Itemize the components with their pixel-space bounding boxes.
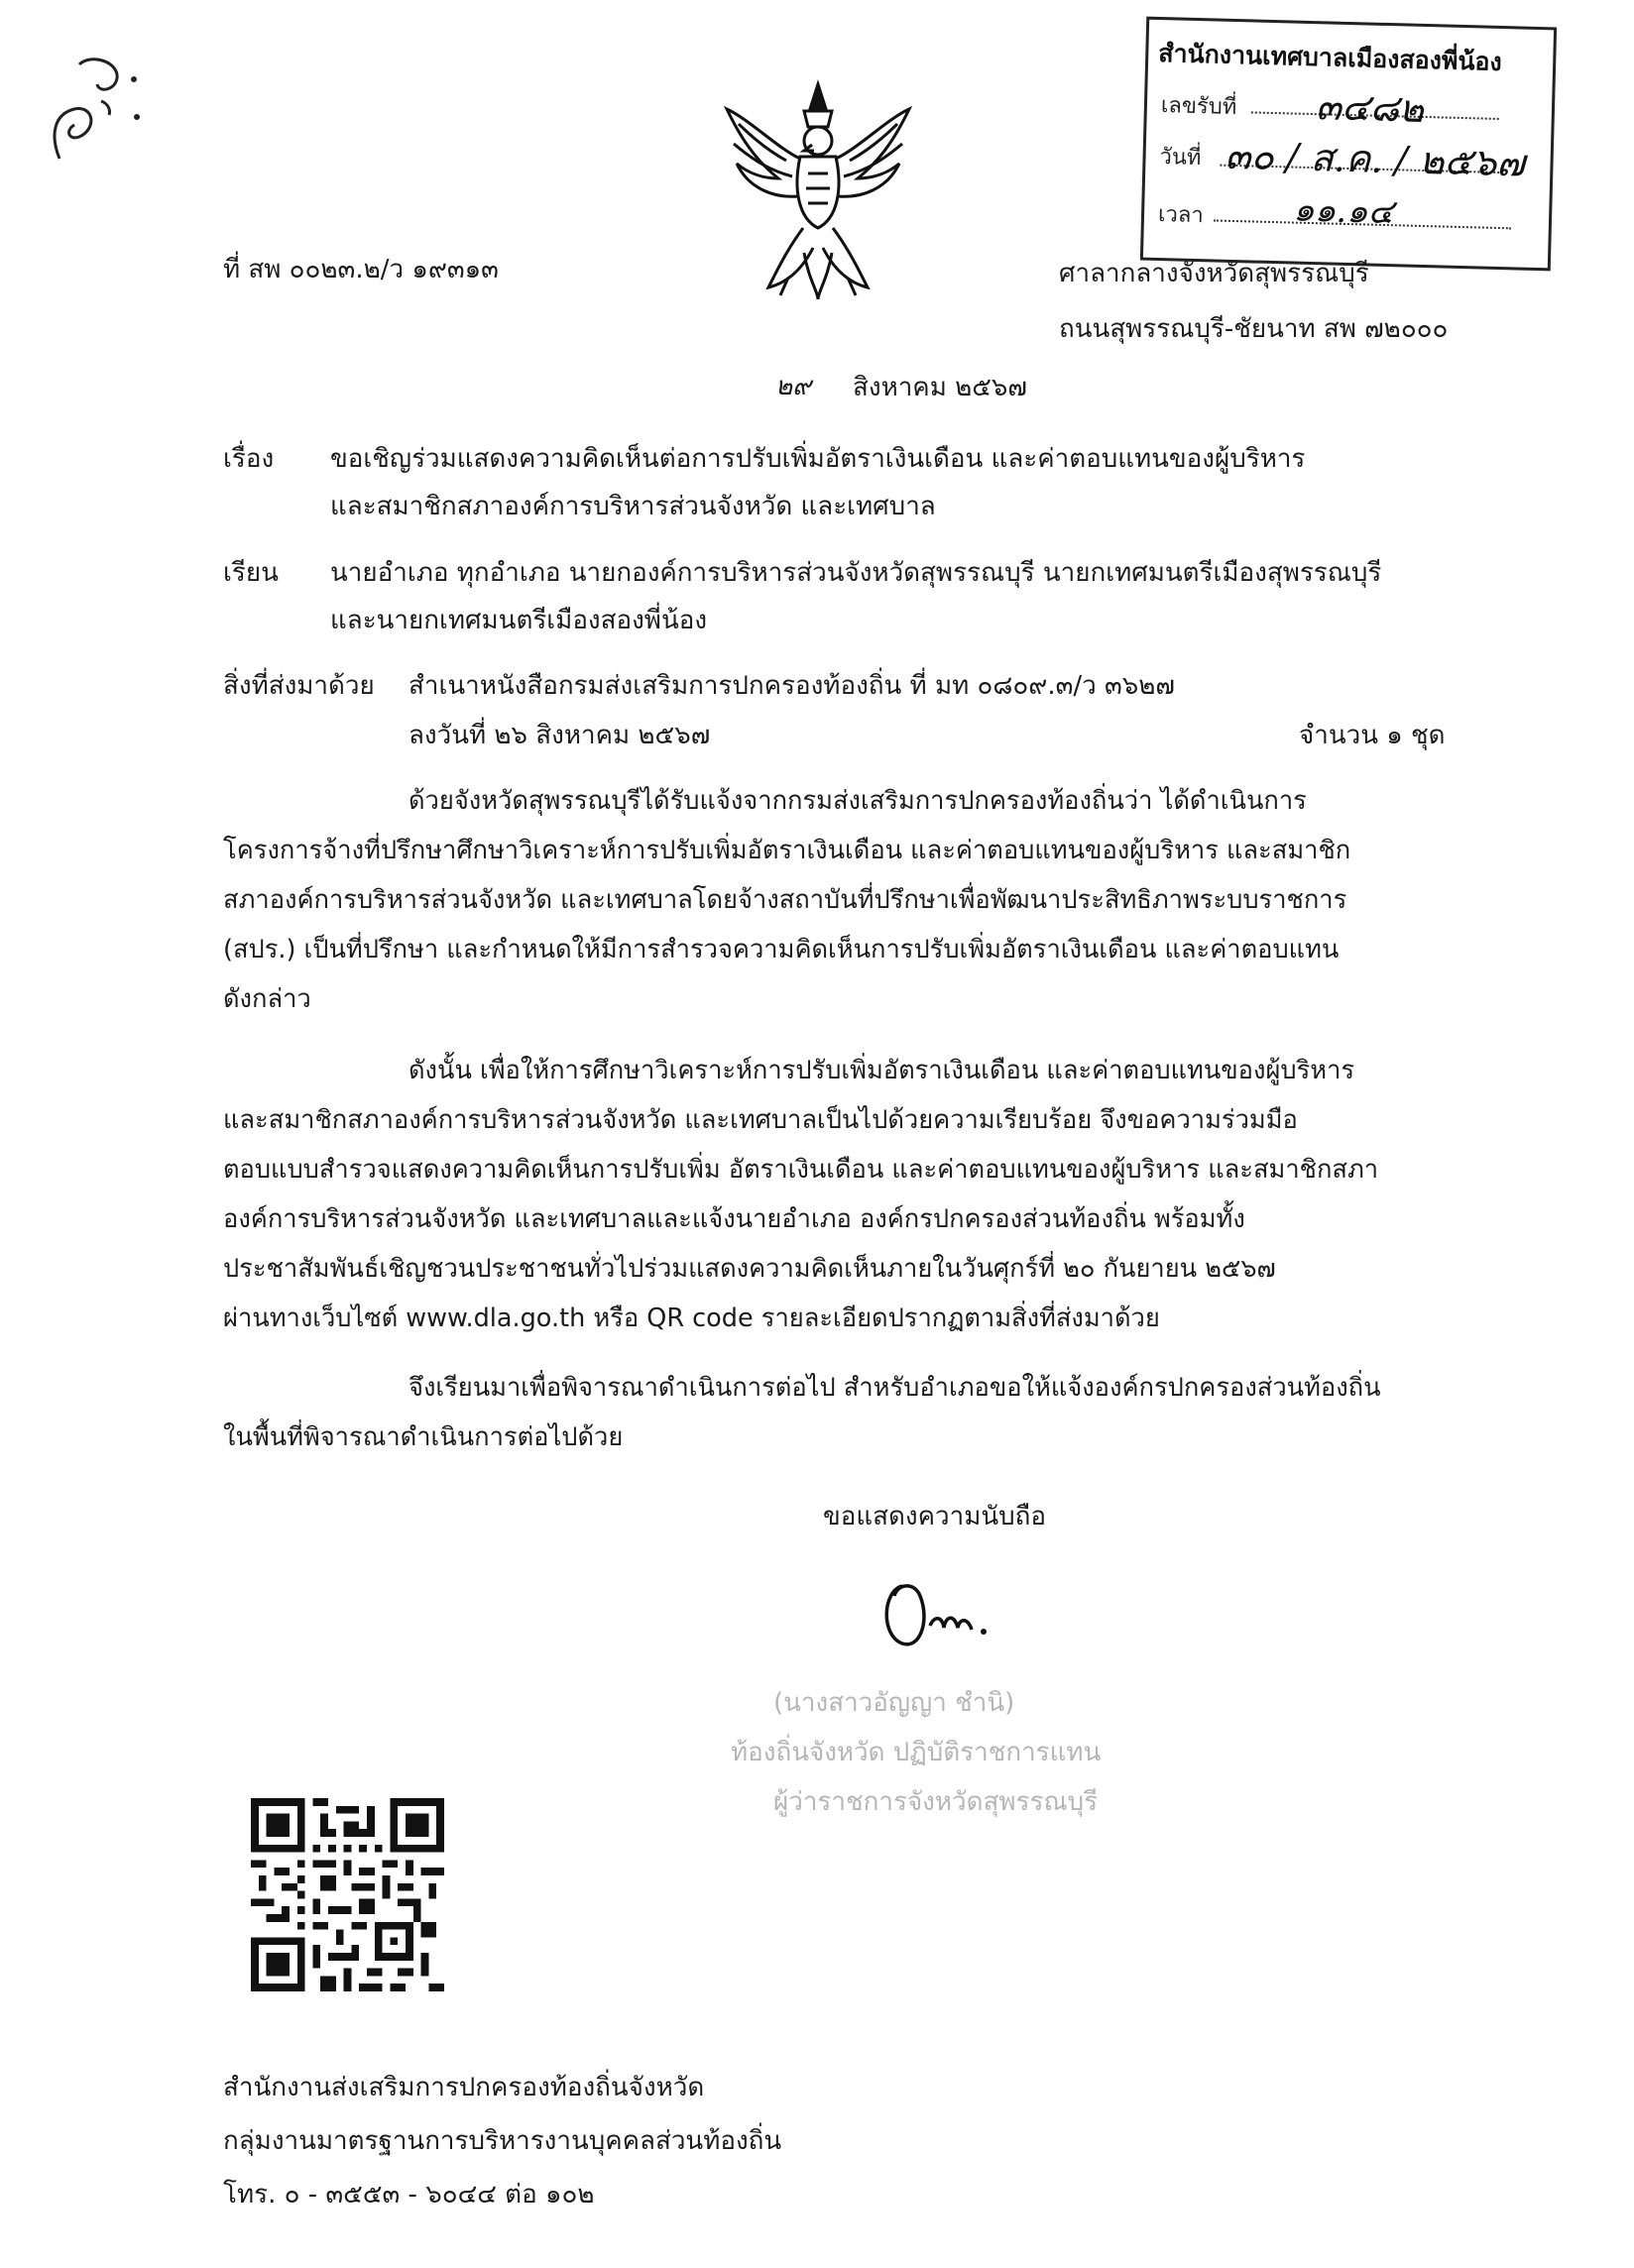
enclosure-label: สิ่งที่ส่งมาด้วย bbox=[223, 671, 375, 701]
paragraph-line: ผ่านทางเว็บไซต์ www.dla.go.th หรือ QR code รายละเอียดปรากฏตามสิ่งที่ส่งมาด้วย bbox=[223, 1304, 1160, 1333]
enclosure-line: ลงวันที่ ๒๖ สิงหาคม ๒๕๖๗ bbox=[408, 721, 711, 750]
paragraph-line: ด้วยจังหวัดสุพรรณบุรีได้รับแจ้งจากกรมส่งเสริมการปกครองท้องถิ่นว่า ได้ดำเนินการ bbox=[408, 786, 1307, 816]
signature bbox=[873, 1566, 1031, 1655]
paragraph-line: องค์การบริหารส่วนจังหวัด และเทศบาลและแจ้งนายอำเภอ องค์กรปกครองส่วนท้องถิ่น พร้อมทั้ง bbox=[223, 1204, 1245, 1234]
paragraph-line: โครงการจ้างที่ปรึกษาศึกษาวิเคราะห์การปรับเพิ่มอัตราเงินเดือน และค่าตอบแทนของผู้บริหาร และสมาชิก bbox=[223, 836, 1351, 865]
footer-office: สำนักงานส่งเสริมการปกครองท้องถิ่นจังหวัด bbox=[223, 2073, 705, 2102]
paragraph-line: ตอบแบบสำรวจแสดงความคิดเห็นการปรับเพิ่ม อัตราเงินเดือน และค่าตอบแทนของผู้บริหาร และสมาชิกสภา bbox=[223, 1155, 1379, 1185]
letter-date-day: ๒๙ bbox=[775, 372, 812, 401]
paragraph-line: ดังนั้น เพื่อให้การศึกษาวิเคราะห์การปรับเพิ่มอัตราเงินเดือน และค่าตอบแทนของผู้บริหาร bbox=[408, 1056, 1355, 1085]
stamp-receipt-no-label: เลขรับที่ bbox=[1160, 93, 1237, 121]
enclosure-count: จำนวน ๑ ชุด bbox=[1299, 721, 1446, 750]
office-address-line1: ศาลากลางจังหวัดสุพรรณบุรี bbox=[1059, 259, 1369, 288]
stamp-title: สำนักงานเทศบาลเมืองสองพี่น้อง bbox=[1157, 38, 1503, 77]
signer-name: (นางสาวอัญญา ชำนิ) bbox=[773, 1688, 1015, 1718]
garuda-emblem-icon bbox=[709, 79, 927, 302]
recipient-line: และนายกเทศมนตรีเมืองสองพี่น้อง bbox=[330, 606, 708, 635]
receipt-stamp bbox=[1140, 17, 1557, 272]
paragraph-line: ในพื้นที่พิจารณาดำเนินการต่อไปด้วย bbox=[223, 1422, 624, 1452]
paragraph-line: สภาองค์การบริหารส่วนจังหวัด และเทศบาลโดยจ้างสถาบันที่ปรึกษาเพื่อพัฒนาประสิทธิภาพระบบราชการ bbox=[223, 885, 1347, 915]
paragraph-line: ประชาสัมพันธ์เชิญชวนประชาชนทั่วไปร่วมแสดงความคิดเห็นภายในวันศุกร์ที่ ๒๐ กันยายน ๒๕๖๗ bbox=[223, 1254, 1276, 1284]
closing-salutation: ขอแสดงความนับถือ bbox=[823, 1502, 1046, 1531]
stamp-date: ๓๐ / ส.ค. / ๒๕๖๗ bbox=[1225, 133, 1526, 185]
paragraph-line: (สปร.) เป็นที่ปรึกษา และกำหนดให้มีการสำรวจความคิดเห็นการปรับเพิ่มอัตราเงินเดือน และค่าตอบแทน bbox=[223, 935, 1340, 964]
stamp-time-label: เวลา bbox=[1157, 202, 1205, 229]
footer-phone: โทร. ๐ - ๓๕๕๓ - ๖๐๔๔ ต่อ ๑๐๒ bbox=[223, 2180, 595, 2210]
subject-line: และสมาชิกสภาองค์การบริหารส่วนจังหวัด และเทศบาล bbox=[330, 492, 936, 521]
recipient-label: เรียน bbox=[223, 558, 279, 588]
subject-line: ขอเชิญร่วมแสดงความคิดเห็นต่อการปรับเพิ่มอัตราเงินเดือน และค่าตอบแทนของผู้บริหาร bbox=[330, 444, 1306, 474]
signer-position: ท้องถิ่นจังหวัด ปฏิบัติราชการแทน bbox=[731, 1738, 1102, 1767]
stamp-time: ๑๑.๑๔ bbox=[1292, 189, 1395, 233]
signer-position: ผู้ว่าราชการจังหวัดสุพรรณบุรี bbox=[773, 1787, 1099, 1817]
footer-department: กลุ่มงานมาตรฐานการบริหารงานบุคคลส่วนท้องถิ่น bbox=[223, 2126, 782, 2156]
enclosure-line: สำเนาหนังสือกรมส่งเสริมการปกครองท้องถิ่น ที่ มท ๐๘๐๙.๓/ว ๓๖๒๗ bbox=[408, 671, 1175, 701]
subject-label: เรื่อง bbox=[223, 444, 275, 474]
stamp-receipt-no: ๓๔๘๒ bbox=[1315, 84, 1425, 131]
office-address-line2: ถนนสุพรรณบุรี-ชัยนาท สพ ๗๒๐๐๐ bbox=[1059, 314, 1449, 344]
handwritten-initial-mark bbox=[20, 40, 159, 169]
qr-code[interactable] bbox=[251, 1798, 444, 1991]
paragraph-line: ดังกล่าว bbox=[223, 984, 311, 1014]
paragraph-line: จึงเรียนมาเพื่อพิจารณาดำเนินการต่อไป สำหรับอำเภอขอให้แจ้งองค์กรปกครองส่วนท้องถิ่น bbox=[408, 1373, 1381, 1403]
reference-number: ที่ สพ ๐๐๒๓.๒/ว ๑๙๓๑๓ bbox=[223, 255, 499, 284]
recipient-line: นายอำเภอ ทุกอำเภอ นายกองค์การบริหารส่วนจังหวัดสุพรรณบุรี นายกเทศมนตรีเมืองสุพรรณบุรี bbox=[330, 558, 1382, 588]
letter-date-month-year: สิงหาคม ๒๕๖๗ bbox=[853, 373, 1027, 402]
paragraph-line: และสมาชิกสภาองค์การบริหารส่วนจังหวัด และเทศบาลเป็นไปด้วยความเรียบร้อย จึงขอความร่วมมือ bbox=[223, 1105, 1298, 1135]
stamp-date-label: วันที่ bbox=[1159, 145, 1202, 171]
